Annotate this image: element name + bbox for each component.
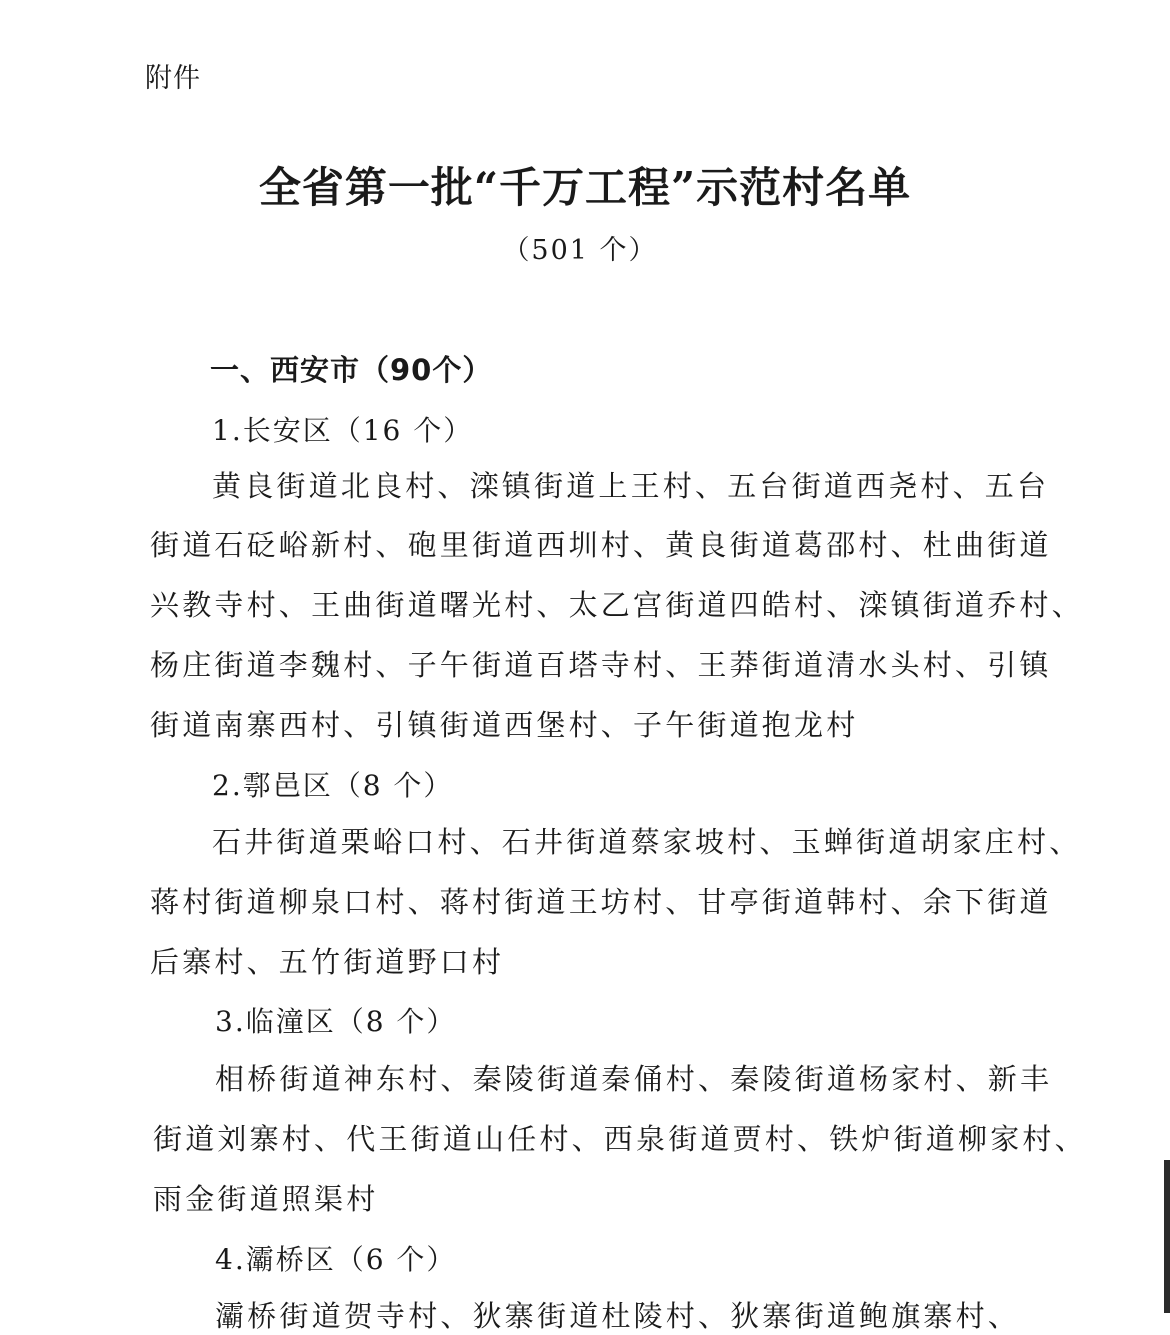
document-title: 全省第一批“千万工程”示范村名单 [258, 163, 912, 212]
attachment-label: 附件 [145, 63, 201, 94]
document-subtitle: （501 个） [502, 235, 658, 266]
district-heading-baqiao: 4.灞桥区（6 个） [215, 1243, 457, 1276]
scan-edge-shadow [1164, 1160, 1170, 1313]
village-list-line: 蒋村街道柳泉口村、蒋村街道王坊村、甘亭街道韩村、余下街道 [150, 885, 1052, 919]
village-list-line: 杨庄街道李魏村、子午街道百塔寺村、王莽街道清水头村、引镇 [150, 648, 1052, 682]
village-list-line: 街道刘寨村、代王街道山任村、西泉街道贾村、铁炉街道柳家村、 [153, 1122, 1087, 1156]
district-heading-lintong: 3.临潼区（8 个） [215, 1005, 457, 1038]
district-heading-huyi: 2.鄠邑区（8 个） [212, 769, 454, 802]
section-heading-xian: 一、西安市（90个） [210, 353, 493, 387]
village-list-line: 后寨村、五竹街道野口村 [150, 945, 505, 979]
district-heading-changan: 1.长安区（16 个） [212, 414, 474, 447]
village-list-line: 雨金街道照渠村 [153, 1182, 379, 1216]
village-list-line: 石井街道栗峪口村、石井街道蔡家坡村、玉蝉街道胡家庄村、 [212, 825, 1082, 859]
village-list-line: 街道南寨西村、引镇街道西堡村、子午街道抱龙村 [150, 708, 859, 742]
village-list-line: 黄良街道北良村、滦镇街道上王村、五台街道西尧村、五台 [212, 469, 1050, 503]
village-list-line: 相桥街道神东村、秦陵街道秦俑村、秦陵街道杨家村、新丰 [215, 1062, 1053, 1096]
village-list-line: 街道石砭峪新村、砲里街道西圳村、黄良街道葛邵村、杜曲街道 [150, 528, 1052, 562]
village-list-line: 灞桥街道贺寺村、狄寨街道杜陵村、狄寨街道鲍旗寨村、 [215, 1299, 1021, 1333]
village-list-line: 兴教寺村、王曲街道曙光村、太乙宫街道四皓村、滦镇街道乔村、 [150, 588, 1084, 622]
